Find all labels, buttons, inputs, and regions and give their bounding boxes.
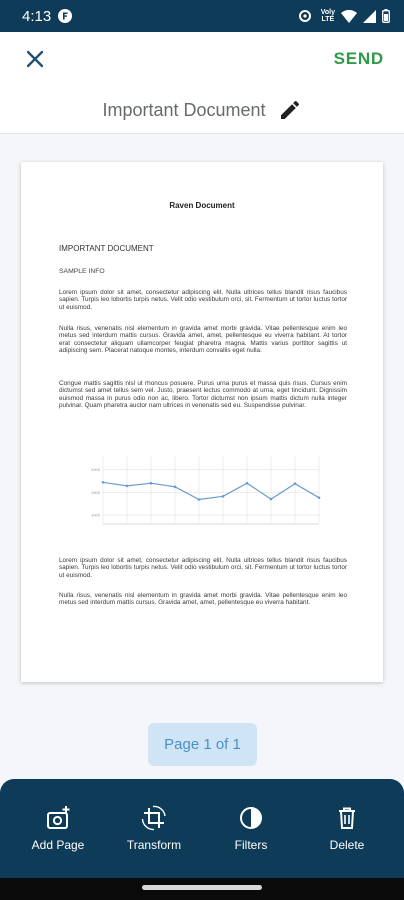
chart-point xyxy=(222,495,225,498)
chart-point xyxy=(318,496,321,499)
status-right xyxy=(299,9,390,23)
chart-point xyxy=(102,481,105,484)
contrast-icon xyxy=(238,805,264,831)
document-line-chart xyxy=(81,450,327,530)
document-sample-label: SAMPLE INFO xyxy=(59,268,105,275)
chart-point xyxy=(150,482,153,485)
add-page-button[interactable] xyxy=(18,805,98,852)
send-button[interactable]: SEND xyxy=(333,49,384,68)
document-title: Important Document xyxy=(102,99,266,120)
page-indicator: Page 1 of 1 xyxy=(148,723,257,766)
top-app-bar xyxy=(0,32,404,134)
chart-point xyxy=(126,485,129,488)
document-paragraph: Nulla risus, venenatis nisl elementum in gravida amet morbi gravida. Vitae pellentesque enim leo metus sed interdum mattis cursus. Gravida amet, amet, pellentesque eu viverra habitant. At tortor erat consectetur aliquam ullamcorper feugiat pharetra magna. Mattis varius porttitor sagittis ut adipiscing sem. Placerat natoque montes, interdum convallis eget nulla. xyxy=(59,325,347,355)
vpn-key-icon xyxy=(299,10,315,22)
document-subheading: IMPORTANT DOCUMENT xyxy=(59,244,154,253)
wifi-icon xyxy=(341,10,357,23)
document-paragraph: Congue mattis sagittis nisl ut rhoncus posuere. Purus urna purus et massa quis risus. Cursus enim dictumst sed amet tellus sem vel. Justo, praesent lectus commodo at urna, eget tincidunt. Dignissim euismod massa in purus odio non ac, libero. Tortor dictumst non ipsum mattis dictum nulla integer pulvinar. Quam pharetra auctor nam ultrices in venenatis sed eu. Suspendisse pulvinar. xyxy=(59,380,347,410)
volte-line1: Voly xyxy=(320,9,335,16)
crop-rotate-icon xyxy=(141,805,167,831)
home-gesture-pill[interactable] xyxy=(142,885,262,890)
chart-point xyxy=(198,498,201,501)
close-icon[interactable] xyxy=(22,46,48,72)
delete-button[interactable] xyxy=(307,805,387,852)
document-paragraph: Lorem ipsum dolor sit amet, consectetur adipiscing elit. Nulla ultrices tellus blandit risus faucibus sapien. Turpis leo lobortis turpis netus. Velit odio vestibulum orci, sit. Fermentum ut tortor luctus tortor ut euismod. xyxy=(59,289,347,311)
app-notification-icon xyxy=(58,9,72,23)
chart-point xyxy=(294,482,297,485)
battery-icon xyxy=(382,9,390,23)
document-paragraph: Lorem ipsum dolor sit amet, consectetur adipiscing elit. Nulla ultrices tellus blandit risus faucibus sapien. Turpis leo lobortis turpis netus. Velit odio vestibulum orci, sit. Fermentum ut tortor luctus tortor ut euismod. xyxy=(59,557,347,579)
page-preview[interactable] xyxy=(21,162,383,682)
transform-button[interactable] xyxy=(114,805,194,852)
action-label: Add Page xyxy=(31,838,85,852)
chart-point xyxy=(270,498,273,501)
action-label: Filters xyxy=(234,838,268,852)
volte-indicator xyxy=(321,9,335,23)
document-heading: Raven Document xyxy=(169,201,235,210)
status-left xyxy=(22,8,72,25)
edit-pencil-icon[interactable] xyxy=(278,98,302,122)
filters-button[interactable] xyxy=(211,805,291,852)
trash-icon xyxy=(334,805,360,831)
action-label: Delete xyxy=(329,838,365,852)
document-paragraph: Nulla risus, venenatis nisl elementum in gravida amet morbi gravida. Vitae pellentesque enim leo metus sed interdum mattis cursus. Gravida amet, amet, pellentesque eu viverra habitant. xyxy=(59,592,347,607)
signal-icon xyxy=(363,10,376,23)
chart-y-ticks xyxy=(91,467,101,517)
chart-point xyxy=(174,486,177,489)
chart-y-tick-label: 2000 xyxy=(91,467,100,473)
title-row xyxy=(0,96,404,124)
volte-line2: LTE xyxy=(321,16,335,23)
bottom-action-bar xyxy=(0,779,404,878)
chart-point xyxy=(246,482,249,485)
chart-series-line xyxy=(103,482,319,499)
status-time: 4:13 xyxy=(22,7,52,25)
action-label: Transform xyxy=(126,838,182,852)
status-bar xyxy=(0,0,404,32)
chart-y-tick-label: 1500 xyxy=(91,489,100,495)
chart-y-tick-label: 1000 xyxy=(91,512,100,518)
navigation-bar xyxy=(0,878,404,900)
add-photo-icon xyxy=(45,805,71,831)
chart-grid xyxy=(103,456,319,524)
